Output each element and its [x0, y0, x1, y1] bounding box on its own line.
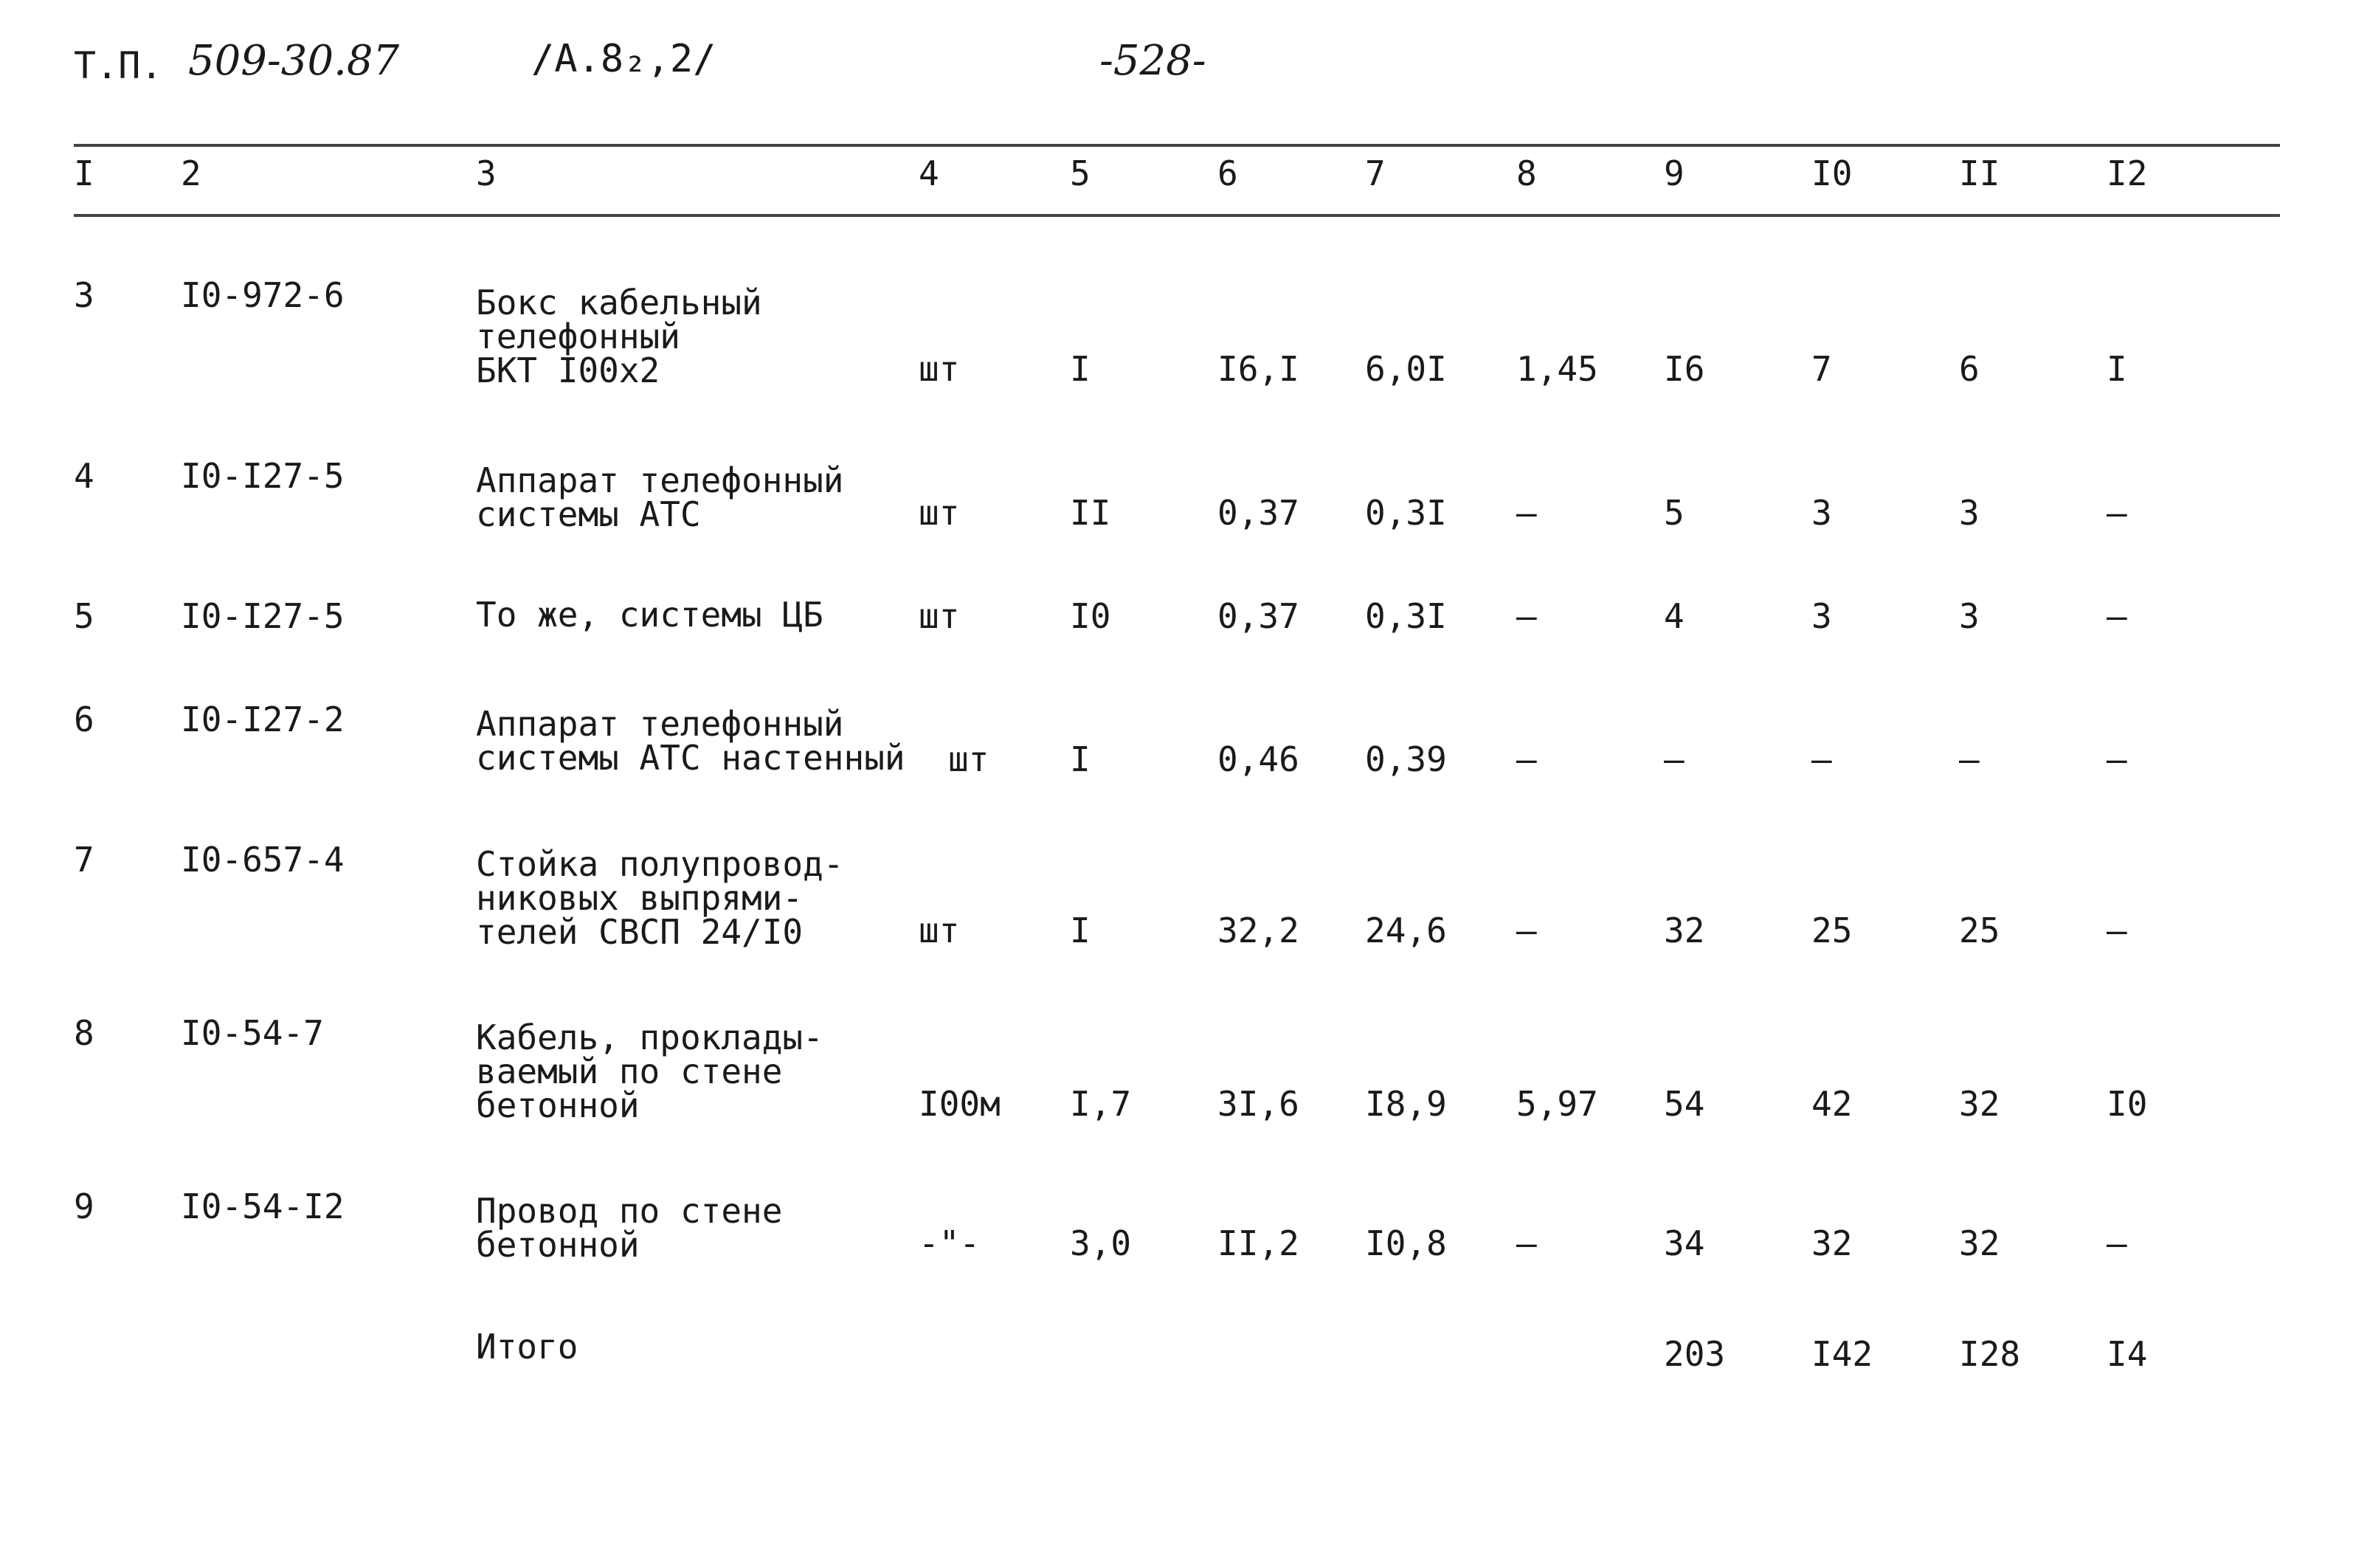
row-code: I0-54-7 — [181, 1013, 324, 1053]
row-col10: 3 — [1811, 493, 1832, 533]
row-code: I0-I27-2 — [181, 700, 345, 739]
row-col10: 32 — [1811, 1223, 1853, 1263]
total-label: Итого — [476, 1327, 578, 1367]
col-number-3: 3 — [476, 153, 497, 193]
table-top-rule — [74, 144, 2280, 147]
col-number-7: 7 — [1365, 153, 1386, 193]
table-row — [0, 595, 2353, 642]
row-col8: – — [1516, 493, 1537, 533]
row-unit: -"- — [919, 1223, 981, 1263]
page-number: -528- — [1099, 37, 1206, 85]
row-col10: 42 — [1811, 1084, 1853, 1124]
row-unit: шт — [919, 911, 960, 950]
col-number-4: 4 — [919, 153, 939, 193]
row-unit: шт — [948, 739, 989, 779]
col-number-11: II — [1959, 153, 2000, 193]
row-unit: шт — [919, 493, 960, 533]
row-number: 5 — [74, 596, 94, 636]
row-unit: шт — [919, 596, 960, 636]
row-description-line: Аппарат телефонный — [476, 704, 844, 744]
table-row — [0, 457, 2353, 539]
row-col8: – — [1516, 596, 1537, 636]
col-number-5: 5 — [1070, 153, 1091, 193]
row-col11: 3 — [1959, 596, 1980, 636]
row-description-line: Аппарат телефонный — [476, 460, 844, 500]
total-col12: I4 — [2107, 1334, 2148, 1374]
row-description-line: Бокс кабельный — [476, 283, 762, 322]
row-col9: 4 — [1664, 596, 1685, 636]
total-col9: 203 — [1664, 1334, 1726, 1374]
row-col8: 5,97 — [1516, 1084, 1598, 1124]
row-col11: 6 — [1959, 349, 1980, 389]
row-col7: 0,3I — [1365, 596, 1447, 636]
row-col7: I8,9 — [1365, 1084, 1447, 1124]
col-number-2: 2 — [181, 153, 201, 193]
row-col6: I6,I — [1217, 349, 1299, 389]
row-description-line: телефонный — [476, 317, 680, 356]
row-unit: шт — [919, 349, 960, 389]
row-col9: 32 — [1664, 911, 1705, 950]
column-number-row — [0, 155, 2353, 199]
row-col9: I6 — [1664, 349, 1705, 389]
row-col12: I0 — [2107, 1084, 2148, 1124]
col-number-9: 9 — [1664, 153, 1685, 193]
row-col10: 3 — [1811, 596, 1832, 636]
row-quantity: I — [1070, 739, 1091, 779]
row-description-line: бетонной — [476, 1085, 640, 1125]
row-col8: – — [1516, 911, 1537, 950]
row-description-line: То же, системы ЦБ — [476, 595, 823, 635]
row-quantity: I — [1070, 911, 1091, 950]
table-row — [0, 277, 2353, 395]
row-col6: 0,37 — [1217, 493, 1299, 533]
row-col9: – — [1664, 739, 1685, 779]
row-description-line: системы АТС настенный — [476, 738, 905, 778]
row-col6: 32,2 — [1217, 911, 1299, 950]
row-code: I0-I27-5 — [181, 456, 345, 496]
row-col11: – — [1959, 739, 1980, 779]
row-col7: 6,0I — [1365, 349, 1447, 389]
row-number: 3 — [74, 275, 94, 315]
row-col11: 3 — [1959, 493, 1980, 533]
row-col6: 0,37 — [1217, 596, 1299, 636]
row-description-line: БКТ I00x2 — [476, 350, 660, 390]
table-header-rule — [74, 214, 2280, 217]
album-reference: /А.8₂,2/ — [531, 37, 716, 81]
row-number: 9 — [74, 1187, 94, 1226]
row-quantity: I0 — [1070, 596, 1111, 636]
col-number-6: 6 — [1217, 153, 1238, 193]
row-col8: 1,45 — [1516, 349, 1598, 389]
row-col8: – — [1516, 1223, 1537, 1263]
row-col11: 25 — [1959, 911, 2000, 950]
row-number: 7 — [74, 840, 94, 880]
row-col10: – — [1811, 739, 1832, 779]
col-number-1: I — [74, 153, 94, 193]
row-col6: II,2 — [1217, 1223, 1299, 1263]
row-col12: – — [2107, 739, 2127, 779]
row-description-line: Провод по стене — [476, 1191, 783, 1231]
page-header — [74, 37, 2287, 103]
row-col7: I0,8 — [1365, 1223, 1447, 1263]
row-col9: 54 — [1664, 1084, 1705, 1124]
row-col10: 7 — [1811, 349, 1832, 389]
table-row — [0, 1188, 2353, 1269]
table-row — [0, 1015, 2353, 1133]
row-description-line: никовых выпрями- — [476, 878, 804, 918]
row-number: 8 — [74, 1013, 94, 1053]
row-col12: – — [2107, 911, 2127, 950]
col-number-8: 8 — [1516, 153, 1537, 193]
row-col12: – — [2107, 596, 2127, 636]
row-code: I0-972-6 — [181, 275, 345, 315]
total-row — [0, 1328, 2353, 1372]
row-col7: 24,6 — [1365, 911, 1447, 950]
row-col8: – — [1516, 739, 1537, 779]
row-quantity: I,7 — [1070, 1084, 1132, 1124]
row-col12: – — [2107, 493, 2127, 533]
total-col11: I28 — [1959, 1334, 2021, 1374]
row-col7: 0,3I — [1365, 493, 1447, 533]
row-description-line: Кабель, проклады- — [476, 1018, 823, 1057]
row-col10: 25 — [1811, 911, 1853, 950]
row-description-line: бетонной — [476, 1225, 640, 1265]
project-number: 509-30.87 — [188, 37, 400, 85]
row-number: 6 — [74, 700, 94, 739]
row-col12: I — [2107, 349, 2127, 389]
row-description-line: Стойка полупровод- — [476, 844, 844, 884]
doc-prefix: Т.П. — [74, 44, 163, 87]
table-row — [0, 841, 2353, 959]
row-number: 4 — [74, 456, 94, 496]
row-col11: 32 — [1959, 1084, 2000, 1124]
col-number-12: I2 — [2107, 153, 2148, 193]
row-quantity: 3,0 — [1070, 1223, 1132, 1263]
row-col7: 0,39 — [1365, 739, 1447, 779]
row-col12: – — [2107, 1223, 2127, 1263]
row-code: I0-I27-5 — [181, 596, 345, 636]
row-col9: 34 — [1664, 1223, 1705, 1263]
row-quantity: II — [1070, 493, 1111, 533]
col-number-10: I0 — [1811, 153, 1853, 193]
row-col9: 5 — [1664, 493, 1685, 533]
row-description-line: телей СВСП 24/I0 — [476, 912, 804, 952]
row-code: I0-54-I2 — [181, 1187, 345, 1226]
row-quantity: I — [1070, 349, 1091, 389]
row-code: I0-657-4 — [181, 840, 345, 880]
row-col6: 0,46 — [1217, 739, 1299, 779]
row-description-line: системы АТС — [476, 494, 701, 534]
row-description-line: ваемый по стене — [476, 1051, 783, 1091]
row-col6: 3I,6 — [1217, 1084, 1299, 1124]
row-unit: I00м — [919, 1084, 1001, 1124]
table-row — [0, 701, 2353, 782]
row-col11: 32 — [1959, 1223, 2000, 1263]
total-col10: I42 — [1811, 1334, 1873, 1374]
